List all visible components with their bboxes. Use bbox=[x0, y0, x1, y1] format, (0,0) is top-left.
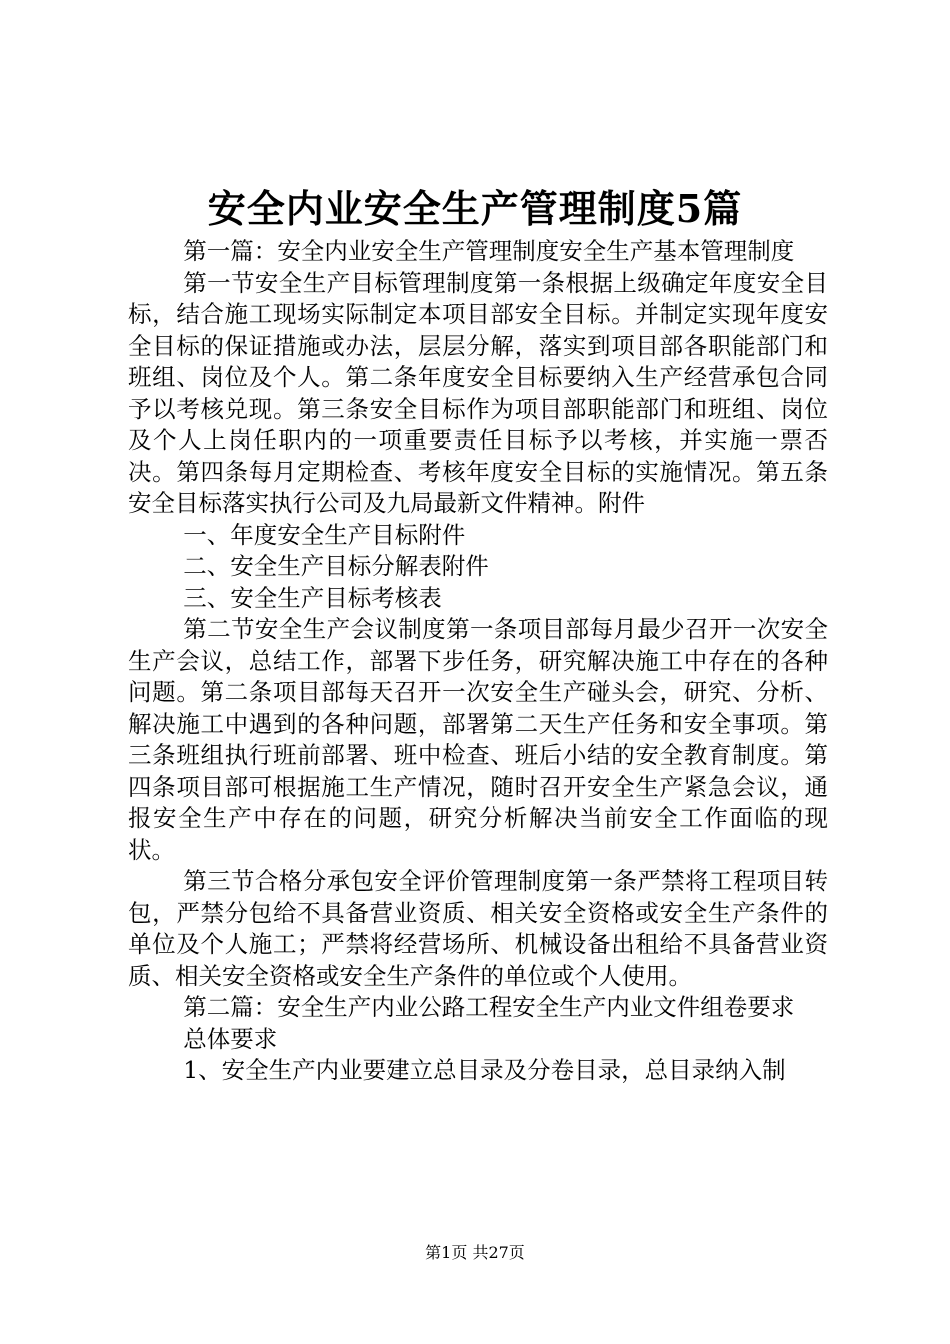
document-body bbox=[128, 236, 828, 1087]
paragraph-general-requirements: 总体要求 bbox=[183, 1024, 278, 1053]
paragraph-attachment-2: 二、安全生产目标分解表附件 bbox=[183, 552, 489, 580]
paragraph-section1: 第一节安全生产目标管理制度第一条根据上级确定年度安全目标，结合施工现场实际制定本项目部安全目标。并制定实现年度安全目标的保证措施或办法，层层分解，落实到项目部各职能部门和班组、岗位及个人。第二条年度安全目标要纳入生产经营承包合同予以考核兑现。第三条安全目标作为项目部职能部门和班组、岗位及个人上岗任职内的一项重要责任目标予以考核，并实施一票否决。第四条每月定期检查、考核年度安全目标的实施情况。第五条安全目标落实执行公司及九局最新文件精神。附件 bbox=[128, 268, 828, 517]
page-number-footer: 第1页 共27页 bbox=[425, 1243, 525, 1262]
paragraph-section3: 第三节合格分承包安全评价管理制度第一条严禁将工程项目转包，严禁分包给不具备营业资质、相关安全资格或安全生产条件的单位及个人施工；严禁将经营场所、机械设备出租给不具备营业资质、相关安全资格或安全生产条件的单位或个人使用。 bbox=[128, 867, 828, 990]
paragraph-part1-heading: 第一篇：安全内业安全生产管理制度安全生产基本管理制度 bbox=[183, 237, 795, 265]
paragraph-requirement-1: 1、安全生产内业要建立总目录及分卷目录，总目录纳入制 bbox=[183, 1056, 786, 1084]
paragraph-part2-heading: 第二篇：安全生产内业公路工程安全生产内业文件组卷要求 bbox=[183, 993, 795, 1021]
document-title: 安全内业安全生产管理制度5篇 bbox=[207, 186, 743, 231]
paragraph-section2: 第二节安全生产会议制度第一条项目部每月最少召开一次安全生产会议，总结工作，部署下步任务，研究解决施工中存在的各种问题。第二条项目部每天召开一次安全生产碰头会，研究、分析、解决施工中遇到的各种问题，部署第二天生产任务和安全事项。第三条班组执行班前部署、班中检查、班后小结的安全教育制度。第四条项目部可根据施工生产情况，随时召开安全生产紧急会议，通报安全生产中存在的问题，研究分析解决当前安全工作面临的现状。 bbox=[128, 615, 828, 864]
paragraph-attachment-3: 三、安全生产目标考核表 bbox=[183, 583, 442, 612]
paragraph-attachment-1: 一、年度安全生产目标附件 bbox=[183, 520, 466, 549]
